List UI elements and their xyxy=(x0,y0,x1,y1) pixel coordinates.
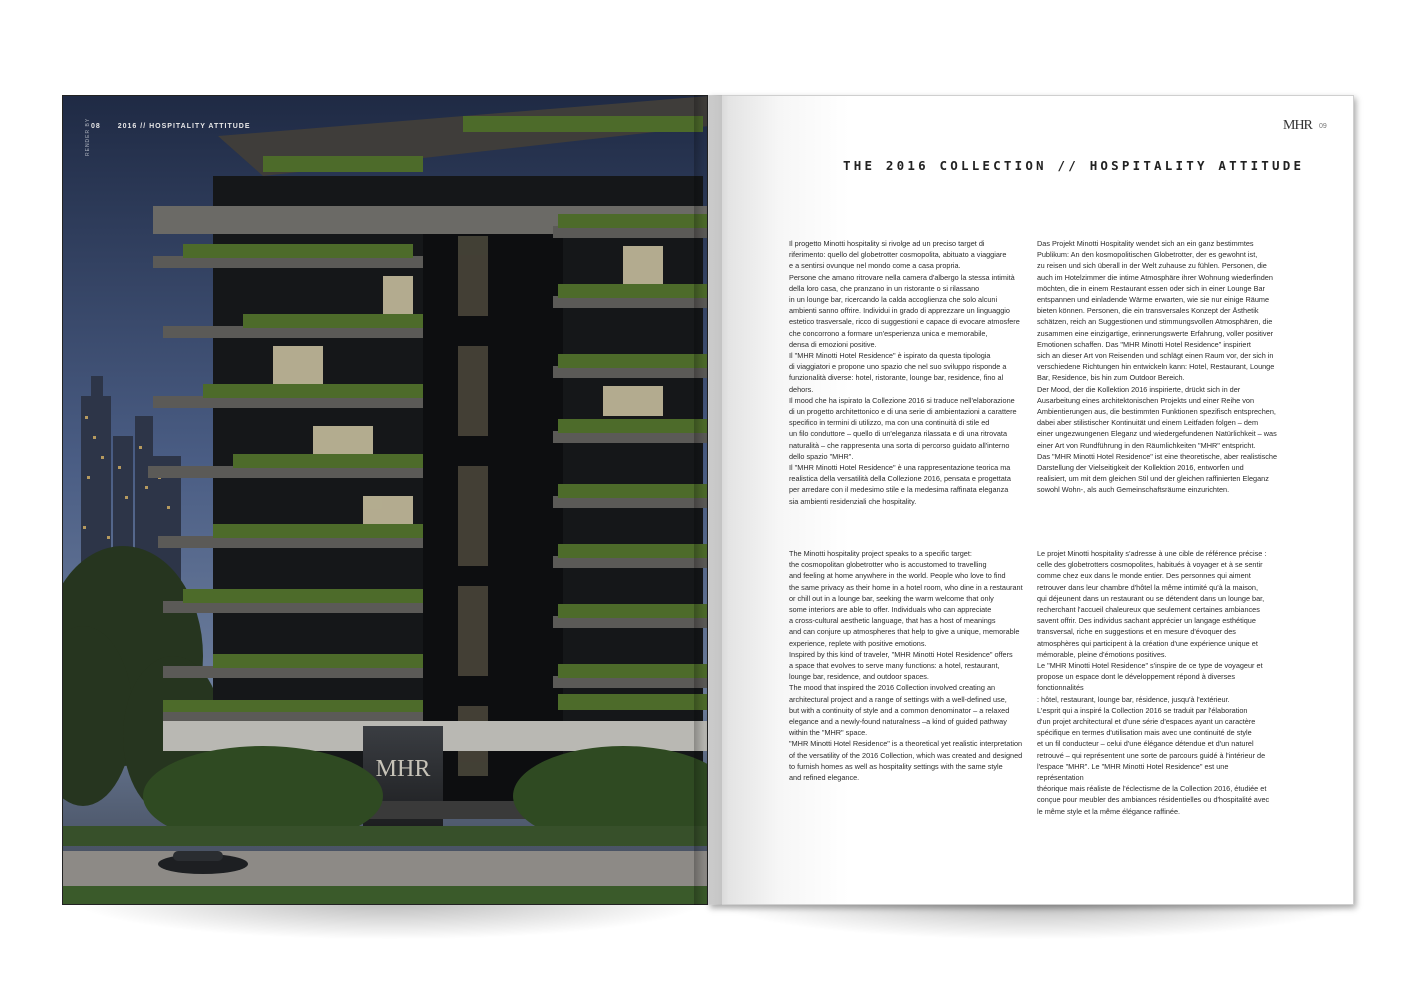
left-folio xyxy=(91,123,265,130)
right-page xyxy=(708,95,1354,905)
left-page xyxy=(62,95,708,905)
left-header: 2016 // HOSPITALITY ATTITUDE xyxy=(117,123,251,130)
mhr-logo: MHR xyxy=(1283,118,1312,133)
page-shadow-right xyxy=(710,900,1360,940)
text-column-english: The Minotti hospitality project speaks to a specific target: the cosmopolitan globetrotter who is accustomed to travelling and feeling at home anywhere in the world. People who love to find the same privacy as their home in a hotel room, who dine in a restaurant or chill out in a lounge bar, seeking the warm welcome that only some interiors are able to offer. Individuals who can appreciate a cross-cultural aesthetic language, that has a host of meanings and can conjure up atmospheres that help to give a unique, memorable experience, replete with positive emotions. Inspired by this kind of traveler, "MHR Minotti Hotel Residence" offers a space that evolves to serve many functions: a hotel, restaurant, lounge bar, residence, and outdoor spaces. The mood that inspired the 2016 Collection involved creating an architectural project and a range of settings with a well-defined use, but with a continuity of style and a common denominator – a relaxed elegance and a newly-found naturalness –a kind of guided pathway within the "MHR" space. "MHR Minotti Hotel Residence" is a theoretical yet realistic interpretation of the versatility of the 2016 Collection, which was created and designed to furnish homes as well as hospitality settings with the same style and refined elegance. xyxy=(789,549,1023,783)
page-title: THE 2016 COLLECTION // HOSPITALITY ATTITUDE xyxy=(843,158,1305,173)
building-photo xyxy=(63,96,708,905)
right-page-number: 09 xyxy=(1319,123,1327,130)
render-credit: RENDER BY xyxy=(85,117,91,156)
building-sign: MHR xyxy=(375,756,431,782)
left-page-number: 08 xyxy=(91,123,101,130)
text-column-german: Das Projekt Minotti Hospitality wendet sich an ein ganz bestimmtes Publikum: An den kosmopolitischen Globetrotter, der es gewohnt ist, zu reisen und sich überall in der Welt zuhause zu fühlen. Personen, die auch im Hotelzimmer die intime Atmosphäre ihrer Wohnung wiederfinden möchten, die in einem Restaurant essen oder sich in einer Lounge Bar entspannen und einladende Wärme erwarten, wie sie nur einige Räume bieten können. Personen, die ein transversales Konzept der Ästhetik schätzen, reich an Suggestionen und stimmungsvollen Atmosphären, die zusammen eine einzigartige, erinnerungswerte Erfahrung, voller positiver Emotionen schaffen. Das "MHR Minotti Hotel Residence" inspiriert sich an dieser Art von Reisenden und schlägt einen Raum vor, der sich in verschiedene Richtungen hin entwickeln kann: Hotel, Restaurant, Lounge Bar, Residence, bis hin zum Outdoor Bereich. Der Mood, der die Kollektion 2016 inspirierte, drückt sich in der Ausarbeitung eines architektonischen Projekts und einer Reihe von Ambientierungen aus, die bestimmten Funktionen spezifisch entsprechen, dabei aber stilistischer Kontinuität und einem Leitfaden folgen – dem einer ungezwungenen Eleganz und wiedergefundenen Natürlichkeit – was einer Art von Rundführung in den Räumlichkeiten "MHR" entspricht. Das "MHR Minotti Hotel Residence" ist eine theoretische, aber realistische Darstellung der Vielseitigkeit der Kollektion 2016, entworfen und realisiert, um mit dem gleichen Stil und der gleichen raffinierten Eleganz sowohl Wohn-, als auch Gemeinschaftsräume einzurichten. xyxy=(1037,239,1277,495)
page-shadow-left xyxy=(70,900,710,940)
text-column-french: Le projet Minotti hospitality s'adresse à une cible de référence précise : celle des globetrotters cosmopolites, habitués à voyager et à se sentir comme chez eux dans le monde entier. Des personnes qui aiment retrouver dans leur chambre d'hôtel la même intimité qu'à la maison, qui déjeunent dans un restaurant ou se détendent dans un lounge bar, recherchant l'accueil chaleureux que seulement certaines ambiances savent offrir. Des individus sachant apprécier un langage esthétique transversal, riche en suggestions et en mesure d'évoquer des atmosphères qui participent à la création d'une expérience unique et mémorable, pleine d'émotions positives. Le "MHR Minotti Hotel Residence" s'inspire de ce type de voyageur et propose un espace dont le développement répond à diverses fonctionnalités : hôtel, restaurant, lounge bar, résidence, jusqu'à l'extérieur. L'esprit qui a inspiré la Collection 2016 se traduit par l'élaboration d'un projet architectural et d'une série d'espaces ayant un caractère spécifique en termes d'utilisation mais avec une continuité de style et un fil conducteur – celui d'une élégance détendue et d'un naturel retrouvé – qui représentent une sorte de parcours guidé à l'intérieur de l'espace "MHR". Le "MHR Minotti Hotel Residence" est une représentation théorique mais réaliste de l'éclectisme de la Collection 2016, étudiée et conçue pour meubler des ambiances résidentielles ou d'hospitalité avec le même style et la même élégance raffinée. xyxy=(1037,549,1270,816)
text-column-italian: Il progetto Minotti hospitality si rivolge ad un preciso target di riferimento: quello del globetrotter cosmopolita, abituato a viaggiare e a sentirsi ovunque nel mondo come a casa propria. Persone che amano ritrovare nella camera d'albergo la stessa intimità della loro casa, che pranzano in un ristorante o si rilassano in un lounge bar, ricercando la calda accoglienza che solo alcuni ambienti sanno offrire. Individui in grado di apprezzare un linguaggio estetico trasversale, ricco di suggestioni e capace di evocare atmosfere che concorrono a formare un'esperienza unica e memorabile, densa di emozioni positive. Il "MHR Minotti Hotel Residence" è ispirato da questa tipologia di viaggiatori e propone uno spazio che nel suo sviluppo risponde a funzionalità diverse: hotel, ristorante, lounge bar, residence, fino al dehors. Il mood che ha ispirato la Collezione 2016 si traduce nell'elaborazione di un progetto architettonico e di una serie di ambientazioni a carattere specifico in termini di utilizzo, ma con una continuità di stile ed un filo conduttore – quello di un'eleganza rilassata e di una ritrovata naturalità – che rappresenta una sorta di percorso guidato all'interno dello spazio "MHR". Il "MHR Minotti Hotel Residence" è una rappresentazione teorica ma realistica della versatilità della Collezione 2016, pensata e progettata per arredare con il medesimo stile e la medesima raffinata eleganza sia ambienti residenziali che hospitality. xyxy=(789,239,1020,506)
magazine-spread xyxy=(62,95,1354,905)
